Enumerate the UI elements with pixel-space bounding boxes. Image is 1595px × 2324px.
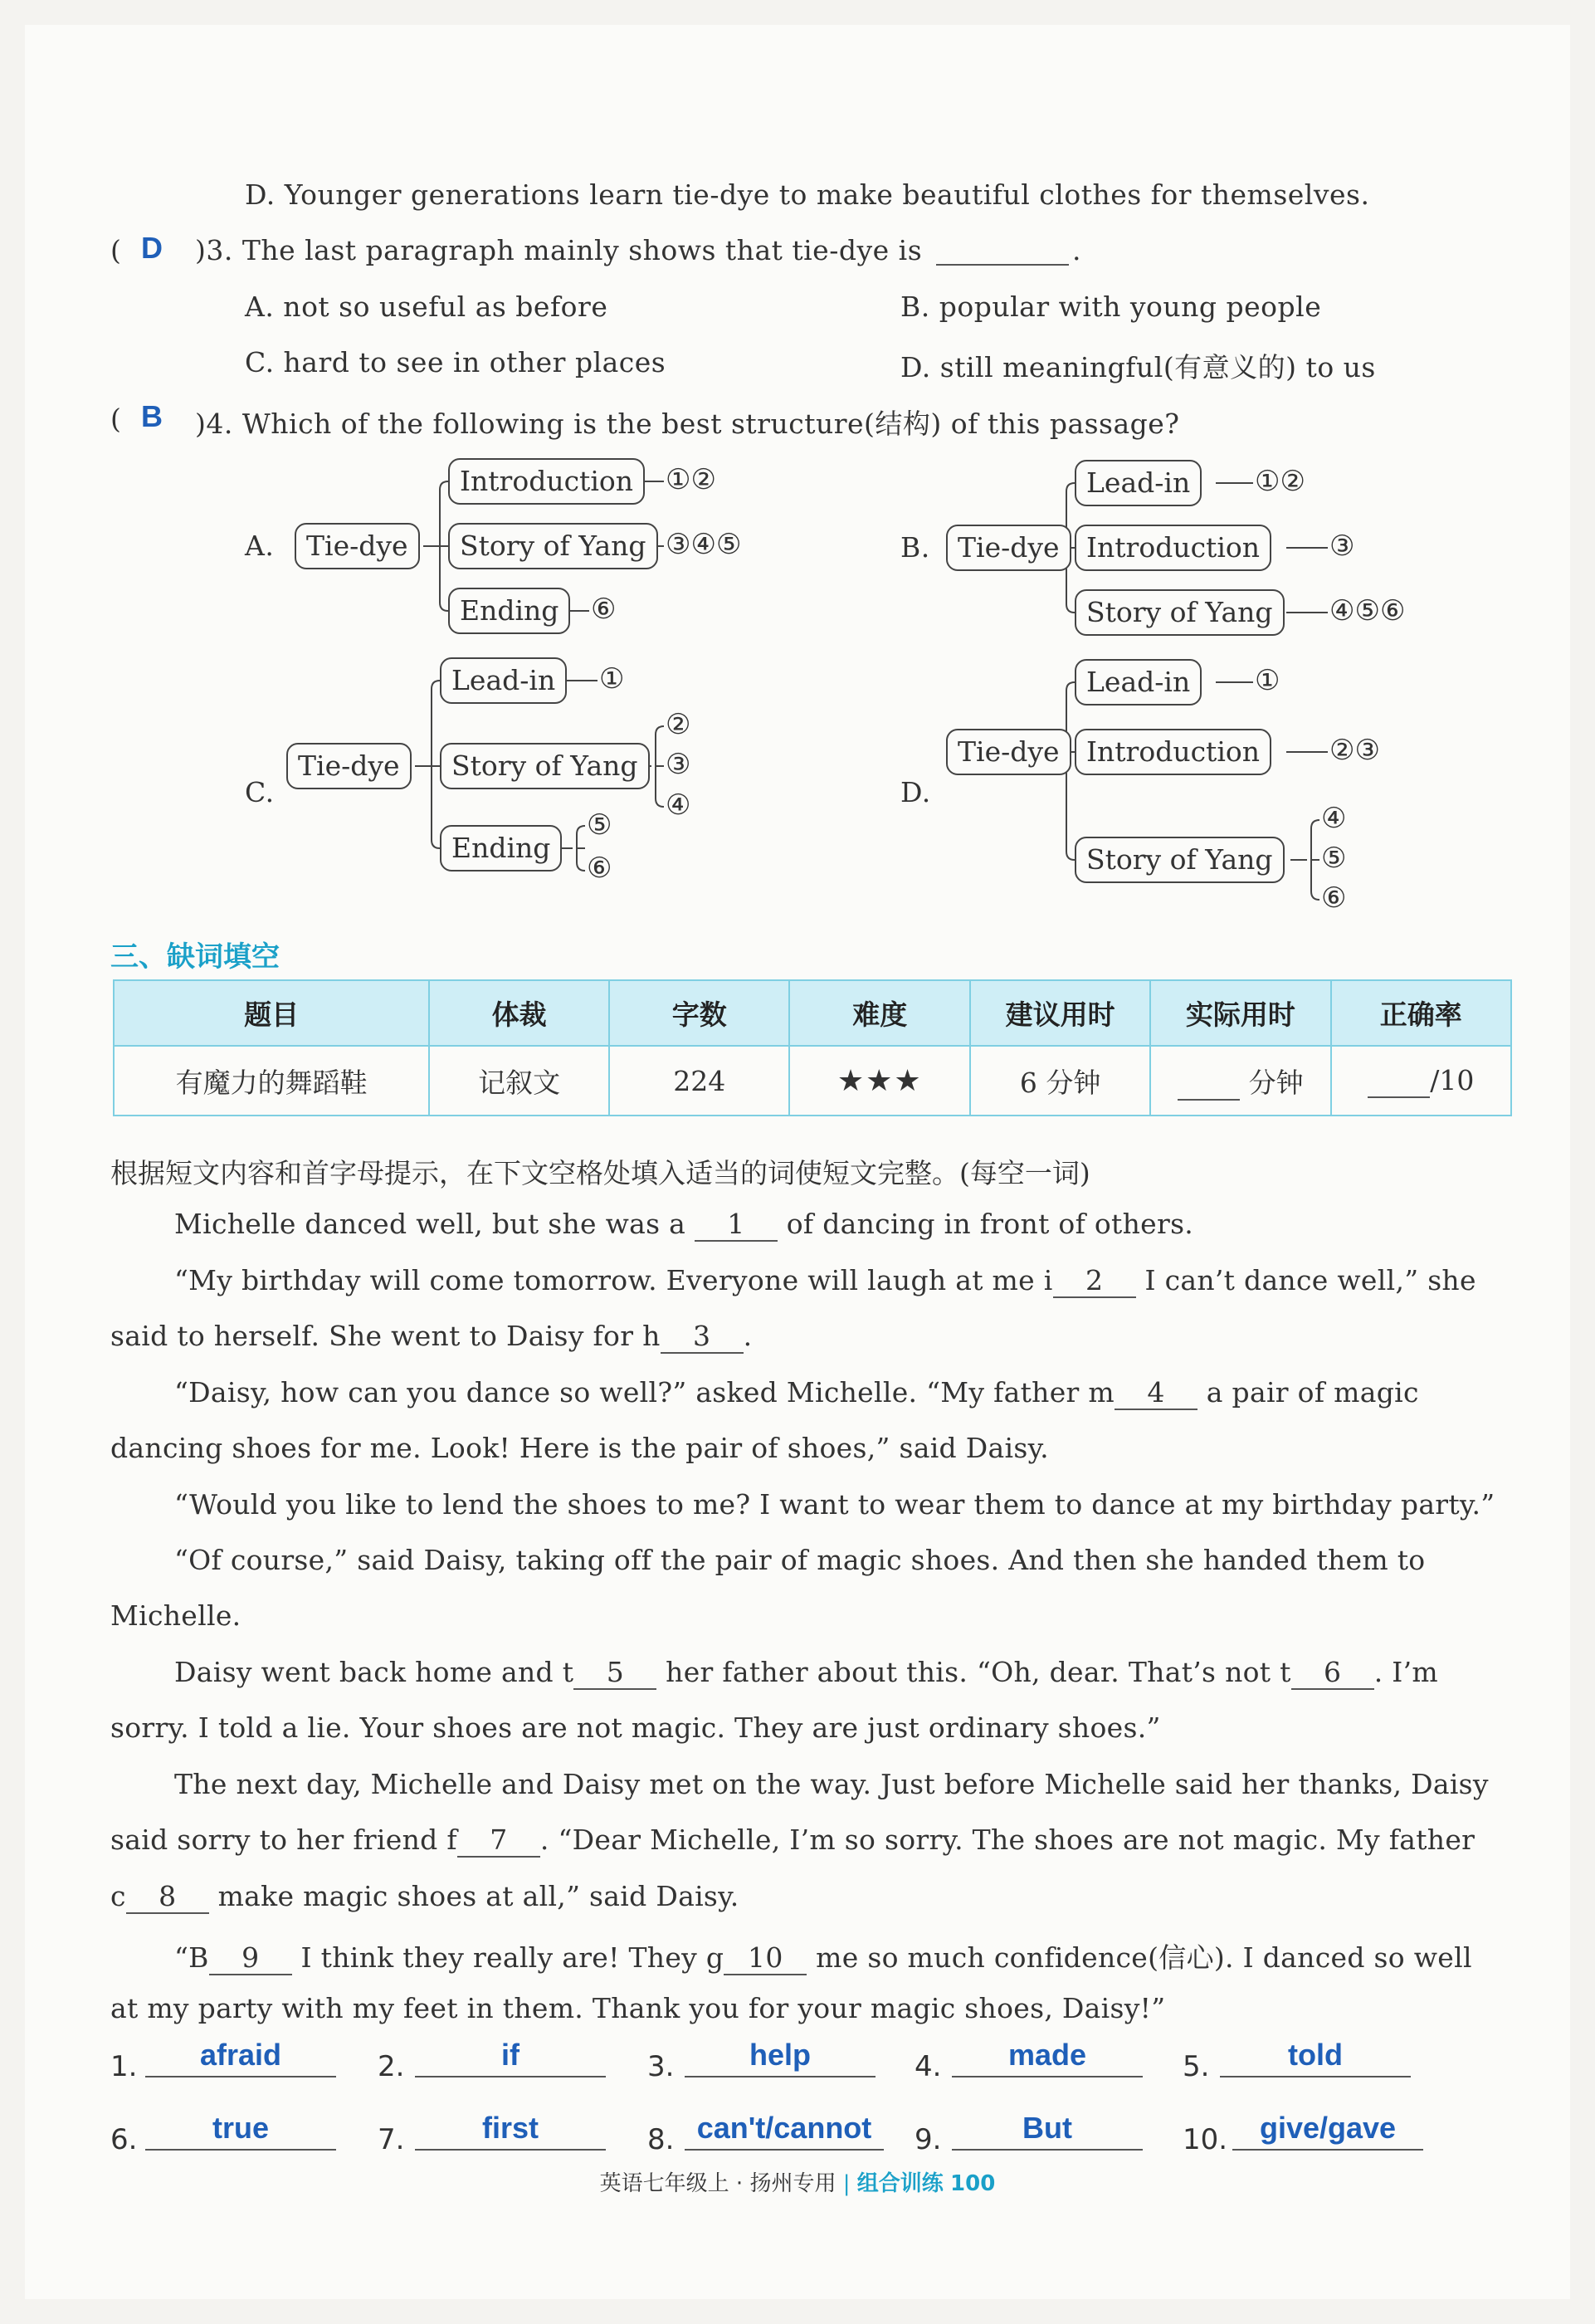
diagram-a-branch-3-paras: ⑥ [591,593,617,626]
answer-6[interactable]: true [145,2111,336,2151]
cell-title: 有魔力的舞蹈鞋 [114,1046,429,1116]
blank-7: 7 [457,1824,540,1858]
answer-3-num: 3. [647,2050,675,2083]
page [25,25,1570,2299]
cell-accuracy [1331,1046,1511,1116]
diagram-c-branch-3: Ending [440,825,562,872]
passage-line-13 [110,1880,739,1914]
blank-10: 10 [724,1941,807,1975]
cell-words: 224 [609,1046,789,1116]
footer-separator: | [842,2171,851,2196]
diagram-c-branch-2-para-2: ③ [666,748,691,781]
text: “B [174,1941,209,1974]
q3-paren-open: ( [110,234,122,266]
passage-line-12 [110,1824,1475,1858]
header-difficulty: 难度 [789,980,970,1046]
diagram-b-branch-3: Story of Yang [1075,589,1285,636]
answer-2[interactable]: if [415,2038,606,2077]
diagram-d-branch-3: Story of Yang [1075,837,1285,883]
answer-3[interactable]: help [685,2038,876,2077]
diagram-d-branch-1-paras: ① [1255,664,1280,697]
answer-9-num: 9. [915,2123,942,2156]
text: “My birthday will come tomorrow. Everyone will laugh at me i [174,1264,1053,1296]
diagram-c-branch-2-para-3: ④ [666,788,691,822]
text: make magic shoes at all,” said Daisy. [217,1880,739,1912]
accuracy-blank[interactable] [1368,1064,1430,1098]
passage-line-11: The next day, Michelle and Daisy met on the way. Just before Michelle said her thanks, Daisy [174,1768,1489,1800]
answer-8-num: 8. [647,2123,675,2156]
diagram-c-branch-2: Story of Yang [440,743,650,789]
header-accuracy: 正确率 [1331,980,1511,1046]
info-table [113,979,1512,1116]
diagram-a-root: Tie-dye [295,523,420,569]
diagram-c-label: C. [245,776,275,808]
diagram-b-branch-2: Introduction [1075,525,1271,571]
passage-line-6: “Would you like to lend the shoes to me? I want to wear them to dance at my birthday party.” [174,1488,1495,1521]
diagram-a-branch-1-paras: ①② [666,463,716,496]
info-table-header-row [114,980,1511,1046]
passage-line-5: dancing shoes for me. Look! Here is the pair of shoes,” said Daisy. [110,1432,1049,1464]
text: of dancing in front of others. [786,1208,1194,1240]
text: said to herself. She went to Daisy for h [110,1320,661,1352]
header-genre: 体裁 [429,980,609,1046]
q2-option-d: D. Younger generations learn tie-dye to make beautiful clothes for themselves. [245,178,1370,211]
text: her father about this. “Oh, dear. That’s not t [666,1656,1291,1688]
diagram-d-branch-3-para-1: ④ [1321,802,1347,835]
page-number: 100 [950,2171,996,2196]
answer-1-num: 1. [110,2050,138,2083]
diagram-d-branch-1: Lead-in [1075,659,1202,706]
text: Michelle danced well, but she was a [174,1208,686,1240]
text: me so much confidence(信心). I danced so well [816,1941,1472,1974]
diagram-c-branch-1: Lead-in [440,657,567,704]
diagram-b-branch-1-paras: ①② [1255,465,1305,498]
diagram-c-branch-3-para-1: ⑤ [587,808,612,842]
blank-5: 5 [573,1656,656,1690]
passage-line-3 [110,1320,752,1354]
q3-period: . [1072,234,1081,266]
diagram-a-branch-1: Introduction [448,458,645,505]
text: . [743,1320,753,1352]
text: I think they really are! They g [300,1941,724,1974]
q3-stem: )3. The last paragraph mainly shows that tie-dye is [195,234,923,266]
passage-line-10: sorry. I told a lie. Your shoes are not magic. They are just ordinary shoes.” [110,1711,1161,1744]
text: Daisy went back home and t [174,1656,574,1688]
blank-9: 9 [209,1941,292,1975]
diagram-b-branch-3-paras: ④⑤⑥ [1329,594,1406,627]
accuracy-total: /10 [1430,1063,1475,1096]
section-title: 三、缺词填空 [110,940,280,974]
diagram-b-branch-2-paras: ③ [1329,530,1355,563]
passage-line-1 [174,1208,1193,1242]
cell-actual [1150,1046,1330,1116]
answer-8[interactable]: can't/cannot [685,2111,884,2151]
answer-6-num: 6. [110,2123,138,2156]
passage-line-8: Michelle. [110,1599,241,1632]
q3-option-b: B. popular with young people [900,290,1322,323]
actual-time-blank[interactable] [1178,1067,1240,1101]
passage-line-7: “Of course,” said Daisy, taking off the pair of magic shoes. And then she handed them to [174,1544,1426,1576]
blank-3: 3 [661,1320,744,1354]
answer-1[interactable]: afraid [145,2038,336,2077]
answer-4[interactable]: made [952,2038,1143,2077]
diagram-d-label: D. [900,776,931,808]
q3-option-c: C. hard to see in other places [245,346,666,378]
answer-10-num: 10. [1183,2123,1228,2156]
header-words: 字数 [609,980,789,1046]
instruction: 根据短文内容和首字母提示，在下文空格处填入适当的词使短文完整。(每空一词) [110,1157,1090,1189]
answer-4-num: 4. [915,2050,942,2083]
text: . I’m [1373,1656,1438,1688]
answer-9[interactable]: But [952,2111,1143,2151]
diagram-a-label: A. [245,530,275,562]
cell-genre: 记叙文 [429,1046,609,1116]
footer-book: 英语七年级上 · 扬州专用 [599,2171,837,2196]
footer-section: 组合训练 [856,2171,944,2196]
diagram-b-root: Tie-dye [946,525,1071,571]
answer-5[interactable]: told [1220,2038,1411,2077]
diagram-c-branch-2-para-1: ② [666,708,691,741]
text: “Daisy, how can you dance so well?” asked Michelle. “My father m [174,1376,1115,1409]
diagram-d-branch-2: Introduction [1075,729,1271,775]
q3-option-a: A. not so useful as before [245,290,608,323]
text: c [110,1880,126,1912]
diagram-a-branch-2: Story of Yang [448,523,658,569]
diagram-d-branch-2-paras: ②③ [1329,734,1380,767]
header-actual-time: 实际用时 [1150,980,1330,1046]
q4-answer: B [141,399,163,433]
answer-5-num: 5. [1183,2050,1210,2083]
q3-answer: D [141,231,163,265]
diagram-c-branch-3-para-2: ⑥ [587,852,612,885]
blank-8: 8 [126,1880,209,1914]
text: a pair of magic [1206,1376,1419,1409]
diagram-d-root: Tie-dye [946,729,1071,775]
cell-suggested: 6 分钟 [970,1046,1150,1116]
blank-4: 4 [1115,1376,1197,1410]
text: . “Dear Michelle, I’m so sorry. The shoes are not magic. My father [539,1824,1475,1856]
passage-line-9 [174,1656,1438,1690]
diagram-b-label: B. [900,531,930,564]
diagram-c-branch-1-paras: ① [599,662,625,696]
answer-10[interactable]: give/gave [1232,2111,1423,2151]
q4-stem: )4. Which of the following is the best structure(结构) of this passage? [195,408,1180,440]
blank-1: 1 [695,1208,778,1242]
diagram-d-branch-3-para-2: ⑤ [1321,842,1347,875]
passage-line-2 [174,1264,1476,1298]
q3-option-d: D. still meaningful(有意义的) to us [900,351,1376,383]
answer-7-num: 7. [378,2123,405,2156]
diagram-d-branch-3-para-3: ⑥ [1321,881,1347,915]
header-suggested-time: 建议用时 [970,980,1150,1046]
actual-time-unit: 分钟 [1248,1066,1304,1099]
passage-line-15: at my party with my feet in them. Thank you for your magic shoes, Daisy!” [110,1992,1166,2024]
q4-paren-open: ( [110,403,122,435]
passage-line-14 [174,1936,1472,1975]
passage-line-4 [174,1376,1419,1410]
answer-2-num: 2. [378,2050,405,2083]
diagram-a-branch-3: Ending [448,588,570,634]
diagram-c-root: Tie-dye [286,743,412,789]
diagram-a-branch-2-paras: ③④⑤ [666,528,742,561]
blank-6: 6 [1291,1656,1374,1690]
text: I can’t dance well,” she [1144,1264,1476,1296]
footer [25,2166,1570,2197]
text: said sorry to her friend f [110,1824,457,1856]
header-title: 题目 [114,980,429,1046]
diagram-b-branch-1: Lead-in [1075,460,1202,506]
blank-2: 2 [1053,1264,1136,1298]
cell-difficulty: ★★★ [789,1046,970,1116]
answer-7[interactable]: first [415,2111,606,2151]
info-table-row [114,1046,1511,1116]
